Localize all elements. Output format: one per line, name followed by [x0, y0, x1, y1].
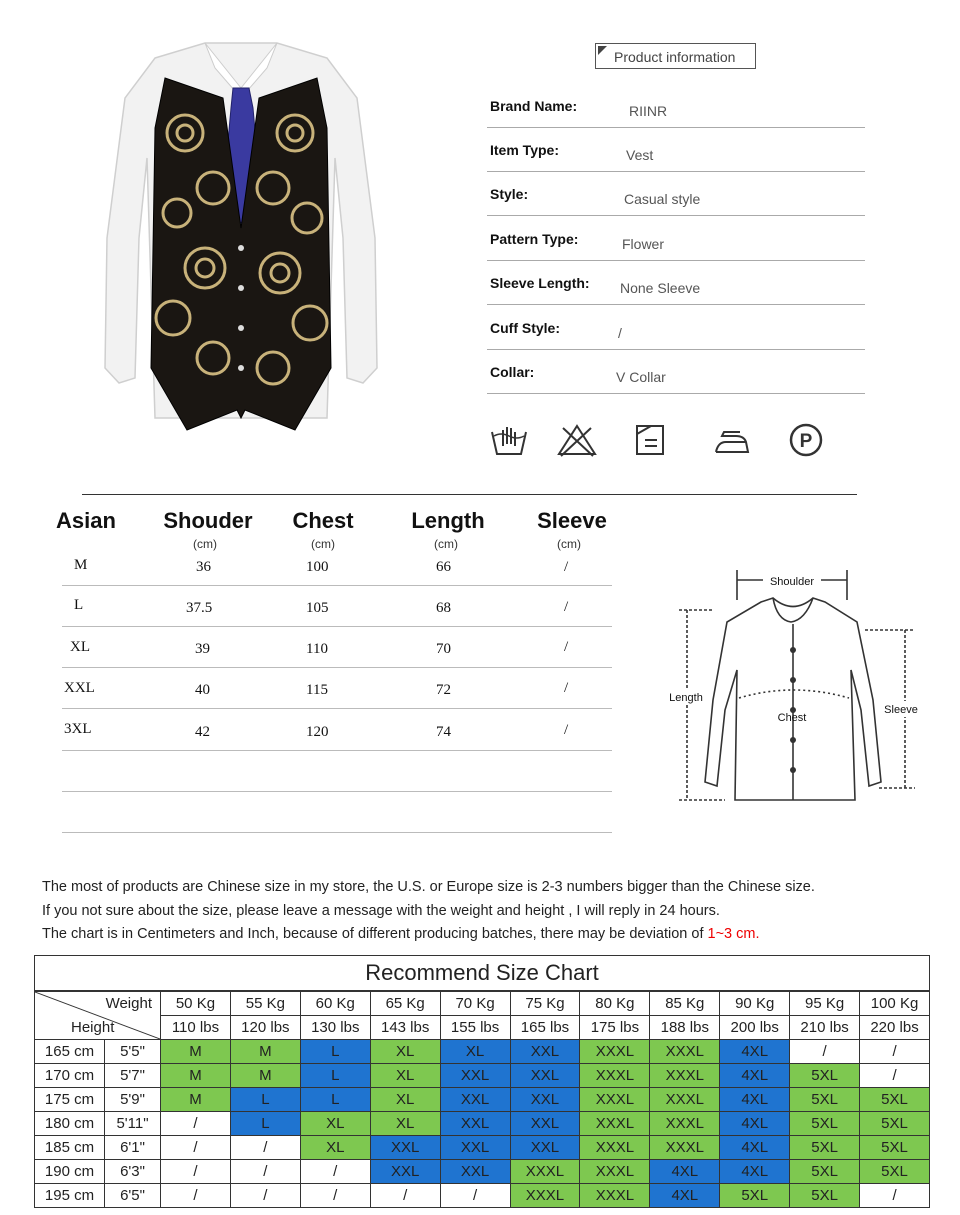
size-recommendation-cell: XXL: [510, 1088, 580, 1112]
size-recommendation-cell: XXXL: [510, 1184, 580, 1208]
info-row-collar: [487, 349, 865, 394]
weight-lbs-cell: 120 lbs: [230, 1016, 300, 1040]
size-recommendation-cell: XXL: [440, 1160, 510, 1184]
size-cell: /: [564, 599, 569, 615]
weight-lbs-cell: 143 lbs: [370, 1016, 440, 1040]
note-line-2: If you not sure about the size, please leave a message with the weight and height , I will reply in 24 hours.: [42, 903, 720, 919]
size-cell: 36: [196, 559, 211, 575]
info-key: Sleeve Length:: [490, 275, 590, 291]
info-value: Casual style: [624, 191, 701, 207]
info-row-pattern: [487, 216, 865, 261]
height-ft-cell: 6'5": [105, 1184, 161, 1208]
height-label: Height: [71, 1019, 115, 1036]
size-recommendation-cell: XL: [440, 1040, 510, 1064]
size-recommendation-cell: 4XL: [720, 1112, 790, 1136]
size-cell: 68: [436, 600, 451, 616]
size-recommendation-cell: /: [300, 1184, 370, 1208]
size-recommendation-cell: XL: [300, 1136, 370, 1160]
size-recommendation-cell: /: [300, 1160, 370, 1184]
size-recommendation-cell: /: [370, 1184, 440, 1208]
size-recommendation-cell: XXXL: [650, 1088, 720, 1112]
do-not-bleach-icon: [557, 420, 597, 460]
size-recommendation-cell: /: [230, 1160, 300, 1184]
size-cell: XL: [70, 639, 90, 655]
svg-text:P: P: [799, 431, 813, 452]
height-ft-cell: 6'3": [105, 1160, 161, 1184]
weight-kg-cell: 70 Kg: [440, 991, 510, 1016]
weight-kg-cell: 65 Kg: [370, 991, 440, 1016]
height-cm-cell: 185 cm: [35, 1136, 105, 1160]
info-row-item-type: [487, 127, 865, 172]
size-row: [62, 626, 612, 668]
weight-lbs-cell: 188 lbs: [650, 1016, 720, 1040]
size-row-empty: [62, 750, 612, 792]
size-recommendation-cell: XL: [370, 1088, 440, 1112]
info-key: Brand Name:: [490, 98, 578, 114]
size-recommendation-cell: XL: [370, 1064, 440, 1088]
weight-lbs-cell: 210 lbs: [790, 1016, 860, 1040]
size-cell: 105: [306, 600, 329, 616]
size-recommendation-cell: 4XL: [720, 1136, 790, 1160]
deviation-value: 1~3 cm.: [707, 926, 760, 942]
size-recommendation-cell: /: [860, 1040, 930, 1064]
size-recommendation-cell: XXL: [510, 1136, 580, 1160]
weight-kg-cell: 100 Kg: [860, 991, 930, 1016]
size-cell: 110: [306, 641, 328, 657]
size-recommendation-cell: XXXL: [580, 1160, 650, 1184]
unit-sleeve: (cm): [557, 537, 581, 551]
height-cm-cell: 180 cm: [35, 1112, 105, 1136]
header-chest: Chest: [292, 508, 354, 533]
label-shoulder: Shoulder: [769, 576, 815, 588]
size-recommendation-cell: M: [230, 1064, 300, 1088]
tumble-dry-icon: [631, 420, 671, 460]
height-ft-cell: 5'9": [105, 1088, 161, 1112]
measurement-diagram: [665, 560, 925, 810]
size-cell: L: [74, 597, 84, 613]
height-cm-cell: 190 cm: [35, 1160, 105, 1184]
size-recommendation-cell: XXL: [510, 1040, 580, 1064]
size-cell: /: [564, 722, 569, 738]
info-value: V Collar: [616, 369, 666, 385]
product-info-tag: Product information: [595, 43, 756, 69]
chart-row: [35, 1088, 930, 1112]
iron-icon: [712, 420, 752, 460]
size-recommendation-cell: L: [300, 1088, 370, 1112]
chart-row: [35, 1184, 930, 1208]
size-recommendation-cell: L: [230, 1088, 300, 1112]
weight-lbs-cell: 165 lbs: [510, 1016, 580, 1040]
size-recommendation-cell: XXXL: [650, 1136, 720, 1160]
height-ft-cell: 6'1": [105, 1136, 161, 1160]
size-cell: /: [564, 639, 569, 655]
height-cm-cell: 175 cm: [35, 1088, 105, 1112]
weight-lbs-cell: 175 lbs: [580, 1016, 650, 1040]
size-row-empty: [62, 791, 612, 833]
size-recommendation-cell: 4XL: [720, 1160, 790, 1184]
size-cell: M: [74, 557, 88, 573]
size-recommendation-cell: XXXL: [580, 1136, 650, 1160]
size-recommendation-cell: 4XL: [720, 1040, 790, 1064]
size-recommendation-cell: /: [440, 1184, 510, 1208]
chart-row: [35, 1040, 930, 1064]
size-recommendation-cell: /: [161, 1160, 231, 1184]
size-recommendation-cell: /: [161, 1112, 231, 1136]
size-recommendation-cell: M: [161, 1040, 231, 1064]
label-sleeve: Sleeve: [884, 704, 918, 716]
size-recommendation-cell: XXL: [440, 1112, 510, 1136]
info-value: RIINR: [629, 103, 668, 119]
info-value: Vest: [626, 147, 654, 163]
info-key: Style:: [490, 186, 529, 202]
label-chest: Chest: [777, 712, 807, 724]
chart-title: Recommend Size Chart: [35, 956, 930, 992]
size-cell: /: [564, 559, 569, 575]
weight-kg-cell: 90 Kg: [720, 991, 790, 1016]
height-ft-cell: 5'7": [105, 1064, 161, 1088]
size-recommendation-cell: XXXL: [650, 1112, 720, 1136]
size-recommendation-cell: /: [860, 1184, 930, 1208]
size-cell: 115: [306, 682, 328, 698]
info-row-cuff-style: [487, 305, 865, 350]
size-recommendation-cell: 5XL: [860, 1088, 930, 1112]
size-recommendation-cell: L: [300, 1064, 370, 1088]
info-row-sleeve-length: [487, 260, 865, 305]
size-cell: 70: [436, 641, 451, 657]
weight-lbs-cell: 130 lbs: [300, 1016, 370, 1040]
size-recommendation-cell: XXL: [370, 1160, 440, 1184]
size-cell: 100: [306, 559, 329, 575]
size-recommendation-cell: XXL: [510, 1112, 580, 1136]
info-key: Item Type:: [490, 142, 559, 158]
unit-chest: (cm): [311, 537, 335, 551]
size-recommendation-cell: /: [161, 1184, 231, 1208]
weight-kg-cell: 60 Kg: [300, 991, 370, 1016]
size-recommendation-cell: 4XL: [650, 1160, 720, 1184]
size-recommendation-cell: 5XL: [790, 1088, 860, 1112]
size-recommendation-cell: 5XL: [790, 1112, 860, 1136]
chart-row: [35, 1064, 930, 1088]
unit-length: (cm): [434, 537, 458, 551]
size-recommendation-cell: 4XL: [720, 1064, 790, 1088]
size-cell: 42: [195, 724, 210, 740]
height-ft-cell: 5'11": [105, 1112, 161, 1136]
size-cell: 39: [195, 641, 210, 657]
size-row: [62, 544, 612, 586]
size-recommendation-cell: 5XL: [720, 1184, 790, 1208]
weight-kg-cell: 95 Kg: [790, 991, 860, 1016]
info-value: None Sleeve: [620, 280, 701, 296]
size-cell: 74: [436, 724, 451, 740]
size-recommendation-cell: 5XL: [790, 1136, 860, 1160]
size-row: [62, 709, 612, 751]
size-row: [62, 667, 612, 709]
size-recommendation-cell: /: [161, 1136, 231, 1160]
size-cell: 40: [195, 682, 210, 698]
size-recommendation-cell: 5XL: [860, 1136, 930, 1160]
weight-kg-cell: 80 Kg: [580, 991, 650, 1016]
size-recommendation-cell: /: [230, 1184, 300, 1208]
weight-lbs-cell: 155 lbs: [440, 1016, 510, 1040]
height-cm-cell: 170 cm: [35, 1064, 105, 1088]
weight-lbs-cell: 220 lbs: [860, 1016, 930, 1040]
size-recommendation-cell: /: [790, 1040, 860, 1064]
size-recommendation-cell: 5XL: [790, 1184, 860, 1208]
height-ft-cell: 5'5": [105, 1040, 161, 1064]
size-recommendation-cell: XXL: [440, 1136, 510, 1160]
size-recommendation-cell: XL: [370, 1112, 440, 1136]
size-recommendation-cell: 5XL: [790, 1064, 860, 1088]
info-key: Pattern Type:: [490, 231, 579, 247]
hand-wash-icon: [489, 420, 529, 460]
size-recommendation-cell: 5XL: [860, 1160, 930, 1184]
size-cell: /: [564, 680, 569, 696]
size-recommendation-cell: XXXL: [650, 1064, 720, 1088]
unit-shoulder: (cm): [193, 537, 217, 551]
label-length: Length: [669, 692, 703, 704]
info-row-style: [487, 171, 865, 216]
size-cell: 37.5: [186, 600, 213, 616]
size-recommendation-cell: M: [161, 1088, 231, 1112]
weight-kg-cell: 50 Kg: [161, 991, 231, 1016]
size-recommendation-cell: XXL: [440, 1088, 510, 1112]
chart-row: [35, 1112, 930, 1136]
header-sleeve: Sleeve: [537, 508, 607, 533]
size-recommendation-cell: XXXL: [580, 1112, 650, 1136]
recommend-size-chart: [34, 955, 930, 1205]
size-recommendation-cell: /: [230, 1136, 300, 1160]
size-cell: 3XL: [64, 721, 92, 737]
size-recommendation-cell: /: [860, 1064, 930, 1088]
height-cm-cell: 165 cm: [35, 1040, 105, 1064]
size-cell: 66: [436, 559, 451, 575]
header-length: Length: [411, 508, 485, 533]
size-recommendation-cell: XXL: [440, 1064, 510, 1088]
info-row-brand: [487, 83, 865, 128]
product-photo: [95, 38, 387, 458]
weight-kg-cell: 85 Kg: [650, 991, 720, 1016]
size-recommendation-cell: 5XL: [790, 1160, 860, 1184]
info-key: Collar:: [490, 364, 535, 380]
size-recommendation-cell: XXXL: [580, 1088, 650, 1112]
dry-clean-icon: [786, 420, 826, 460]
size-recommendation-cell: XL: [370, 1040, 440, 1064]
note-line-3: The chart is in Centimeters and Inch, because of different producing batches, there may be deviation of 1~3 cm.: [42, 926, 760, 942]
size-recommendation-cell: XXXL: [650, 1040, 720, 1064]
size-recommendation-cell: XXL: [370, 1136, 440, 1160]
info-value: Flower: [622, 236, 665, 252]
size-cell: 120: [306, 724, 329, 740]
size-recommendation-cell: XXXL: [510, 1160, 580, 1184]
note-line-1: The most of products are Chinese size in my store, the U.S. or Europe size is 2-3 numbers bigger than the Chinese size.: [42, 879, 815, 895]
weight-label: Weight: [105, 995, 152, 1012]
size-recommendation-cell: L: [300, 1040, 370, 1064]
size-recommendation-cell: XXXL: [580, 1184, 650, 1208]
header-asian: Asian: [56, 508, 116, 533]
size-recommendation-cell: XXL: [510, 1064, 580, 1088]
weight-kg-cell: 75 Kg: [510, 991, 580, 1016]
size-cell: 72: [436, 682, 451, 698]
size-row: [62, 585, 612, 627]
header-shoulder: Shouder: [163, 508, 253, 533]
size-recommendation-cell: XXXL: [580, 1040, 650, 1064]
info-value: /: [618, 325, 622, 341]
info-key: Cuff Style:: [490, 320, 560, 336]
size-recommendation-cell: 4XL: [720, 1088, 790, 1112]
height-cm-cell: 195 cm: [35, 1184, 105, 1208]
weight-lbs-cell: 200 lbs: [720, 1016, 790, 1040]
weight-kg-cell: 55 Kg: [230, 991, 300, 1016]
size-recommendation-cell: L: [230, 1112, 300, 1136]
size-recommendation-cell: M: [230, 1040, 300, 1064]
size-cell: XXL: [64, 680, 95, 696]
size-recommendation-cell: XL: [300, 1112, 370, 1136]
chart-row: [35, 1160, 930, 1184]
chart-row: [35, 1136, 930, 1160]
size-recommendation-cell: M: [161, 1064, 231, 1088]
size-recommendation-cell: 5XL: [860, 1112, 930, 1136]
size-recommendation-cell: 4XL: [650, 1184, 720, 1208]
weight-lbs-cell: 110 lbs: [161, 1016, 231, 1040]
section-divider: [82, 494, 857, 495]
weight-height-corner: [35, 991, 161, 1040]
size-recommendation-cell: XXXL: [580, 1064, 650, 1088]
